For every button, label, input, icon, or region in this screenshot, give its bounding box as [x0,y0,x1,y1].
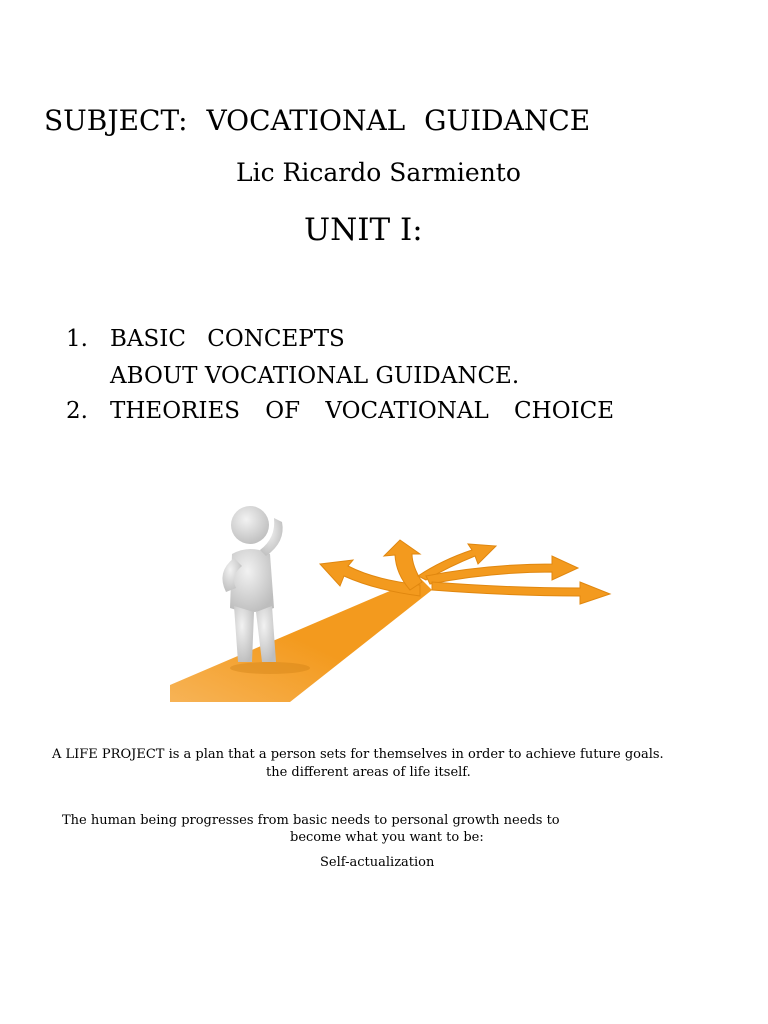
figure-shadow [230,662,310,674]
topic-number: 1. [66,326,88,352]
growth-needs-text: become what you want to be: [290,830,484,845]
self-actualization-text: Self-actualization [320,855,435,870]
life-project-text: the different areas of life itself. [266,765,471,780]
life-project-text: A LIFE PROJECT is a plan that a person sets for themselves in order to achieve future goals. [52,747,664,762]
topic-text: THEORIES OF VOCATIONAL CHOICE [110,398,615,424]
arrow-branch-5 [432,582,610,604]
main-road-arrow [170,578,432,702]
topic-number: 2. [66,398,88,424]
document-title: SUBJECT: VOCATIONAL GUIDANCE [44,104,591,137]
author-name: Lic Ricardo Sarmiento [236,158,521,187]
topic-text: BASIC CONCEPTS [110,326,345,352]
crossroads-illustration [170,480,640,702]
branch-arrows [320,540,610,604]
topic-text: ABOUT VOCATIONAL GUIDANCE. [110,363,520,389]
thinking-person-figure [222,506,282,662]
unit-heading: UNIT I: [304,212,423,248]
growth-needs-text: The human being progresses from basic needs to personal growth needs to [62,813,560,828]
